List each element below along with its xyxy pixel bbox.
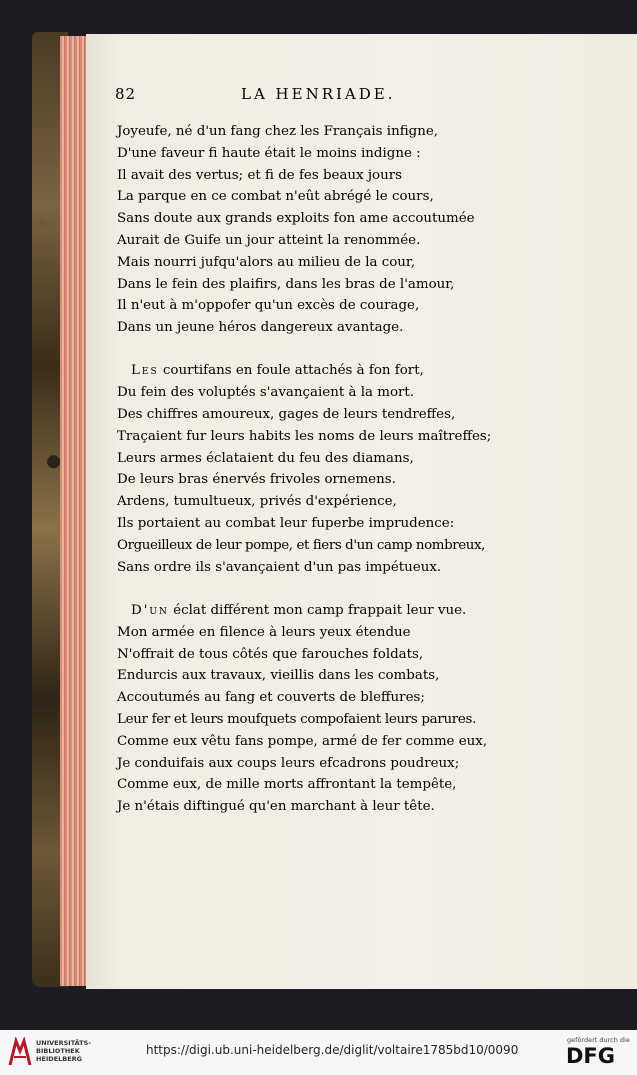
- university-library-logo-icon: [8, 1037, 32, 1067]
- page-number: 82: [115, 85, 137, 103]
- page-edge: [60, 36, 88, 986]
- verse-line: Il n'eut à m'oppofer qu'un excès de courage,: [117, 298, 420, 314]
- verse-line-rest: courtifans en foule attachés à fon fort,: [158, 363, 424, 379]
- stanza-gap: [117, 578, 547, 600]
- verse-line: Accoutumés au fang et couverts de bleffures;: [117, 690, 425, 706]
- verse-line: Aurait de Guife un jour atteint la renommée.: [117, 232, 421, 248]
- viewer-footer: [0, 1030, 637, 1075]
- stanza-initial: D'un: [131, 602, 169, 618]
- permalink-url[interactable]: https://digi.ub.uni-heidelberg.de/diglit/voltaire1785bd10/0090: [146, 1043, 519, 1057]
- library-name-line: UNIVERSITÄTS-: [36, 1039, 91, 1047]
- stanza-initial: Les: [131, 363, 159, 379]
- verse-line: Comme eux, de mille morts affrontant la tempête,: [117, 777, 457, 793]
- verse-line: Dans le fein des plaifirs, dans les bras de l'amour,: [117, 276, 455, 292]
- verse-line: Je conduifais aux coups leurs efcadrons poudreux;: [117, 755, 460, 771]
- stanza-2: [117, 360, 547, 578]
- verse-line: Sans ordre ils s'avançaient d'un pas impétueux.: [117, 559, 442, 575]
- verse-line: Il avait des vertus; et fi de fes beaux jours: [117, 167, 402, 183]
- verse-line: Leurs armes éclataient du feu des diamans,: [117, 450, 414, 466]
- library-name-line: HEIDELBERG: [36, 1055, 83, 1063]
- running-title: LA HENRIADE.: [241, 85, 396, 103]
- dfg-logo[interactable]: DFG: [566, 1044, 616, 1068]
- verse-line: Mon armée en filence à leurs yeux étendue: [117, 624, 411, 640]
- verse-line-first: [117, 360, 547, 382]
- verse-line: Des chiffres amoureux, gages de leurs tendreffes,: [117, 407, 456, 423]
- verse-line: Mais nourri jufqu'alors au milieu de la cour,: [117, 254, 416, 270]
- verse-line: Je n'étais diftingué qu'en marchant à leur tête.: [117, 799, 435, 815]
- verse-line: Dans un jeune héros dangereux avantage.: [117, 320, 404, 336]
- verse-line-first: [117, 600, 547, 622]
- verse-line: Joyeufe, né d'un fang chez les Français infigne,: [117, 124, 438, 139]
- poem-text: [117, 121, 547, 818]
- stanza-3: [117, 600, 547, 818]
- verse-line: Ardens, tumultueux, privés d'expérience,: [117, 494, 397, 510]
- verse-line: Traçaient fur leurs habits les noms de leurs maîtreffes;: [117, 428, 492, 444]
- verse-line: Ils portaient au combat leur fuperbe imprudence:: [117, 516, 455, 532]
- verse-line: Sans doute aux grands exploits fon ame accoutumée: [117, 211, 475, 227]
- verse-line: Comme eux vêtu fans pompe, armé de fer comme eux,: [117, 733, 488, 749]
- stanza-gap: [117, 339, 547, 361]
- verse-line: D'une faveur fi haute était le moins indigne :: [117, 145, 421, 161]
- verse-line: Orgueilleux de leur pompe, et fiers d'un camp nombreux,: [117, 537, 486, 553]
- library-name-line: BIBLIOTHEK: [36, 1047, 80, 1055]
- stanza-1: [117, 121, 547, 339]
- verse-line: La parque en ce combat n'eût abrégé le cours,: [117, 189, 434, 205]
- library-name: [36, 1039, 91, 1063]
- verse-line: Endurcis aux travaux, vieillis dans les combats,: [117, 668, 440, 684]
- verse-line: Du fein des voluptés s'avançaient à la mort.: [117, 385, 415, 401]
- funded-by-label: gefördert durch die: [567, 1036, 630, 1044]
- verse-line: De leurs bras énervés frivoles ornemens.: [117, 472, 396, 488]
- verse-line: N'offrait de tous côtés que farouches foldats,: [117, 646, 424, 662]
- verse-line: Leur fer et leurs moufquets compofaient leurs parures.: [117, 711, 477, 727]
- verse-line-rest: éclat différent mon camp frappait leur vue.: [168, 602, 467, 618]
- page-header: [115, 85, 555, 111]
